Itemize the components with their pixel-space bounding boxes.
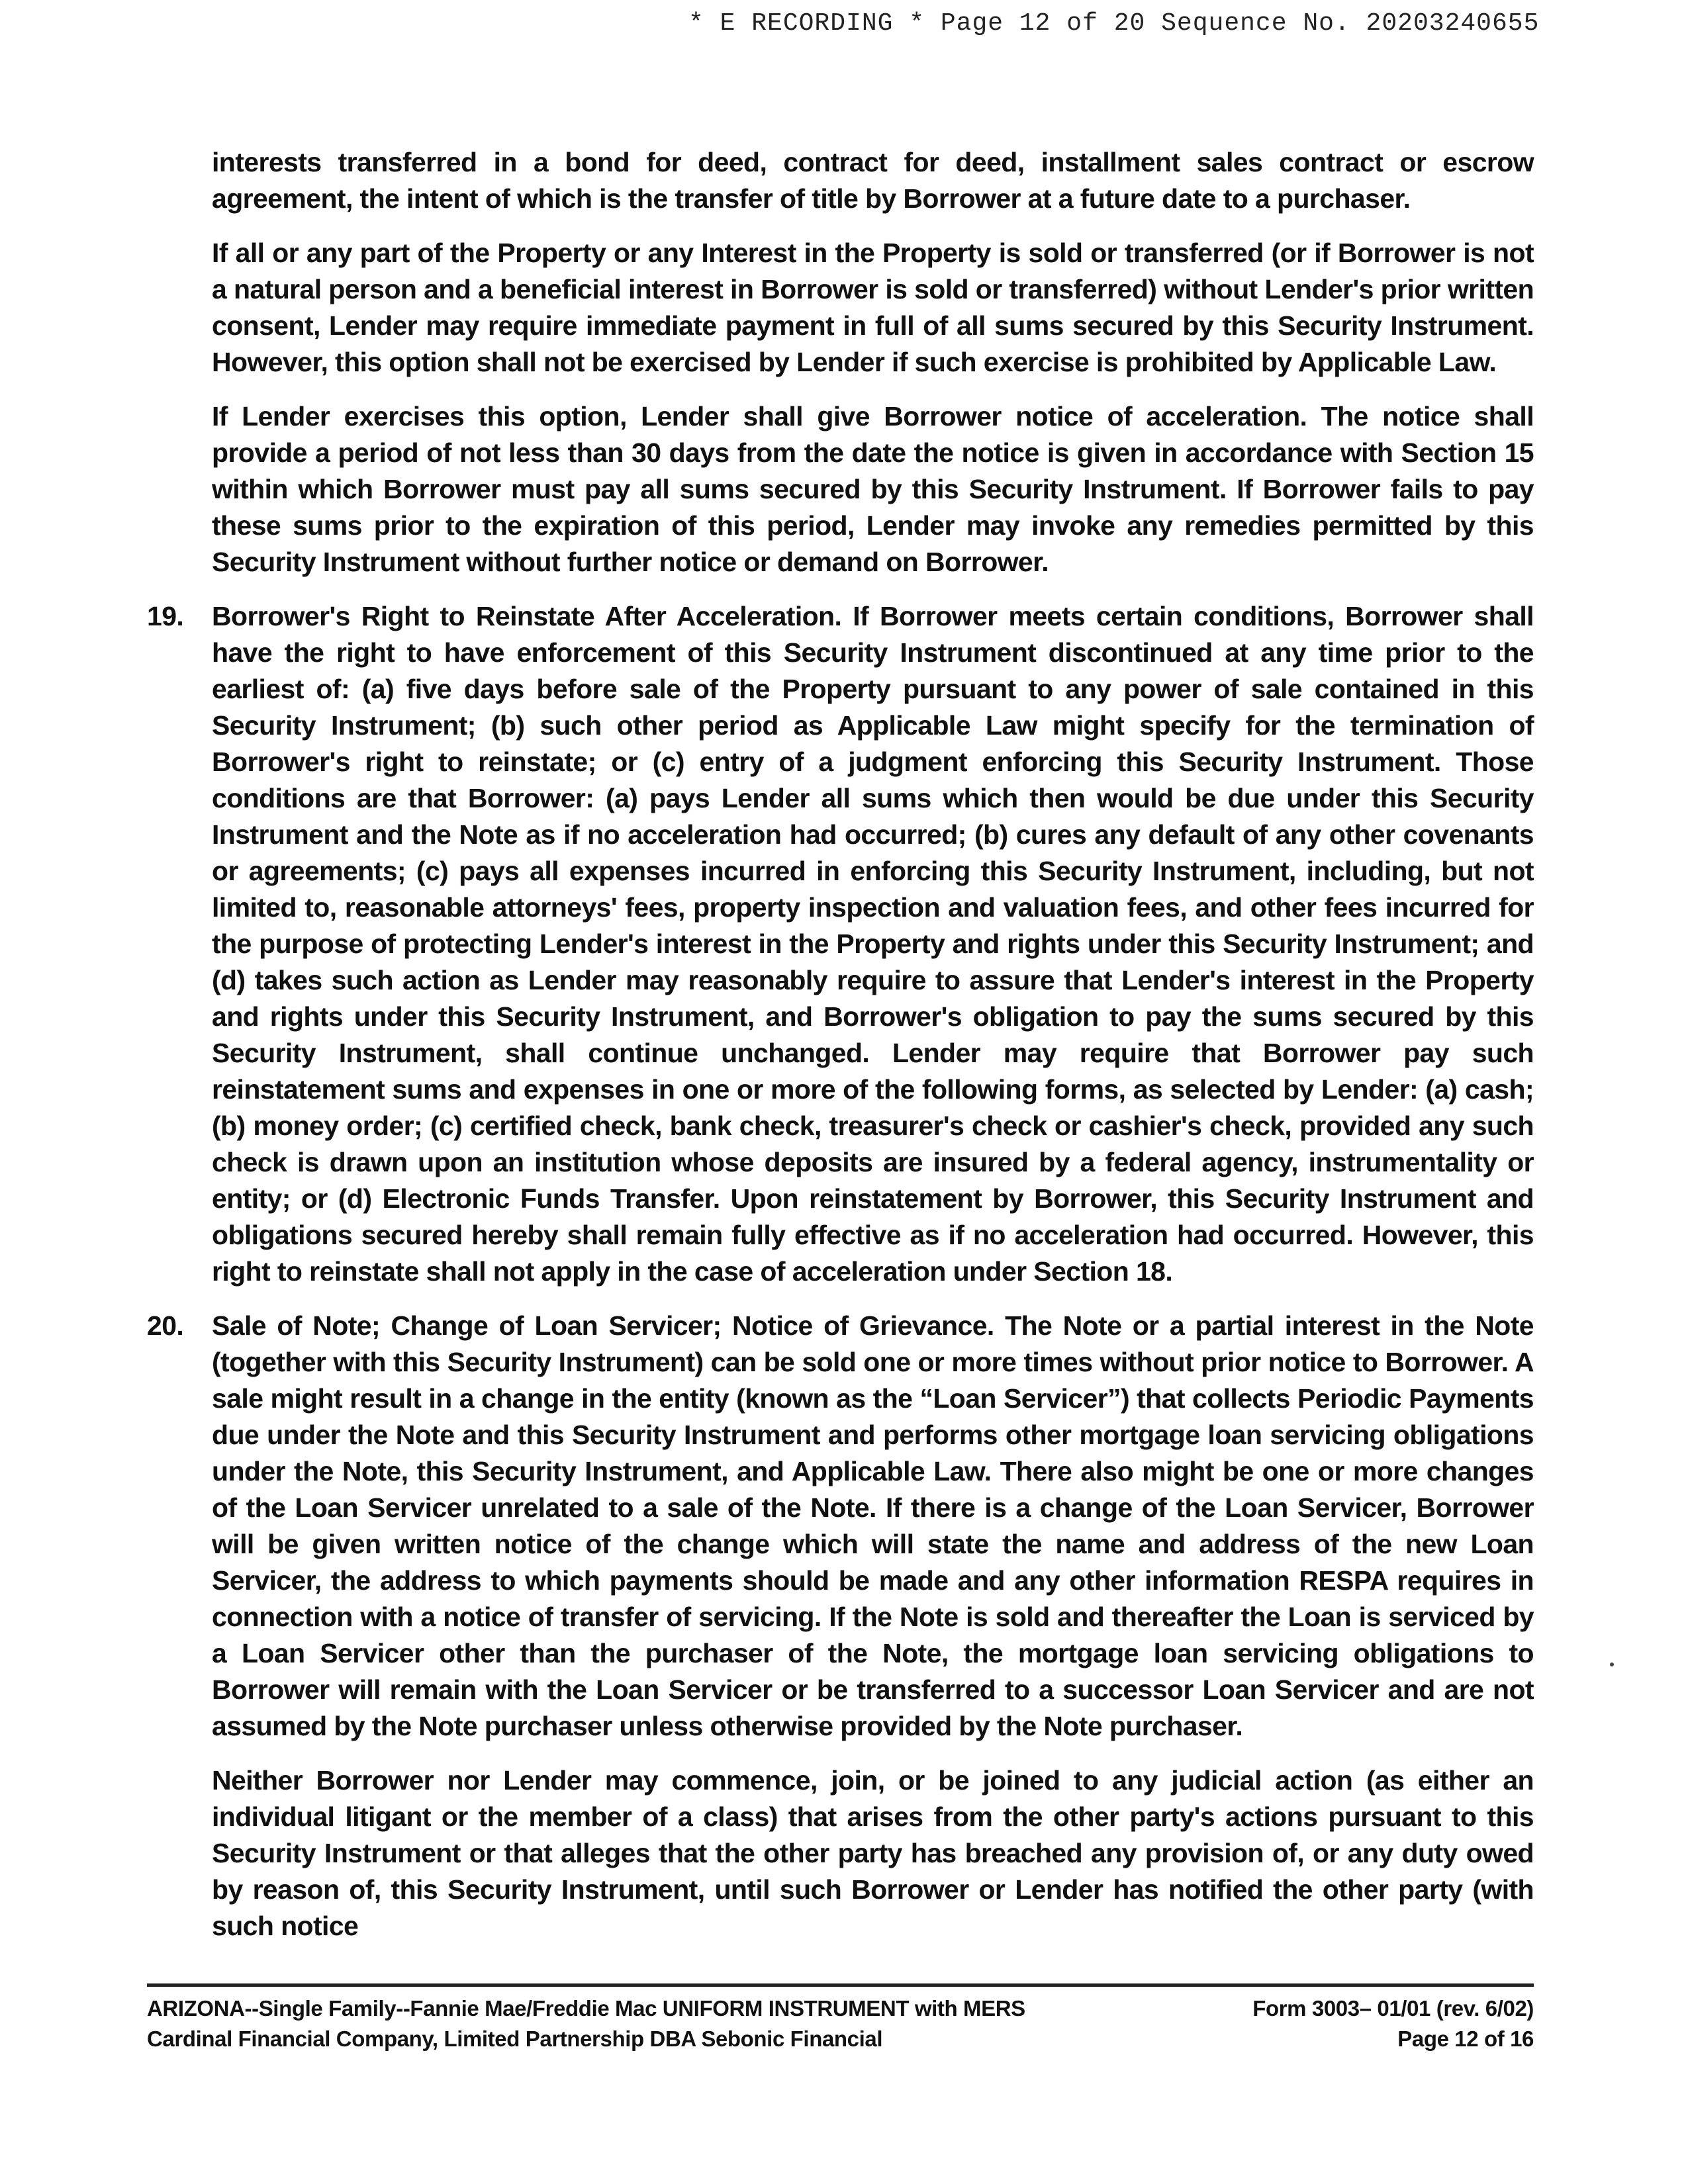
- section-20: [147, 1308, 1534, 1745]
- document-body: [147, 144, 1534, 1962]
- footer-divider: [147, 1983, 1534, 1987]
- paragraph-intro: interests transferred in a bond for deed, contract for deed, installment sales contract or escrow agreement, the intent of which is the transfer of title by Borrower at a future date to a purchaser.: [212, 147, 1534, 214]
- section-19-text: If Borrower meets certain conditions, Borrower shall have the right to have enforcement of this Security Instrument discontinued at any time prior to the earliest of: (a) five days before sale of the Property pursuant to any power of sale contained in this Security Instrument; (b) such other period as Applicable Law might specify for the termination of Borrower's right to reinstate; or (c) entry of a judgment enforcing this Security Instrument. Those conditions are that Borrower: (a) pays Lender all sums which then would be due under this Security Instrument and the Note as if no acceleration had occurred; (b) cures any default of any other covenants or agreements; (c) pays all expenses incurred in enforcing this Security Instrument, including, but not limited to, reasonable attorneys' fees, property inspection and valuation fees, and other fees incurred for the purpose of protecting Lender's interest in the Property and rights under this Security Instrument; and (d) takes such action as Lender may reasonably require to assure that Lender's interest in the Property and rights under this Security Instrument, and Borrower's obligation to pay the sums secured by this Security Instrument, shall continue unchanged. Lender may require that Borrower pay such reinstatement sums and expenses in one or more of the following forms, as selected by Lender: (a) cash; (b) money order; (c) certified check, bank check, treasurer's check or cashier's check, provided any such check is drawn upon an institution whose deposits are insured by a federal agency, instrumentality or entity; or (d) Electronic Funds Transfer. Upon reinstatement by Borrower, this Security Instrument and obligations secured hereby shall remain fully effective as if no acceleration had occurred. However, this right to reinstate shall not apply in the case of acceleration under Section 18.: [212, 601, 1534, 1287]
- footer-row-2: [147, 2024, 1534, 2054]
- footer-form-number: Form 3003– 01/01 (rev. 6/02): [1252, 1996, 1534, 2021]
- section-20-content: [212, 1308, 1534, 1745]
- recording-header: * E RECORDING * Page 12 of 20 Sequence No. 20203240655: [688, 9, 1540, 38]
- footer-form-description: ARIZONA--Single Family--Fannie Mae/Freddie Mac UNIFORM INSTRUMENT with MERS: [147, 1996, 1025, 2021]
- footer-page-number: Page 12 of 16: [1397, 2026, 1534, 2051]
- section-20-number: 20.: [147, 1310, 184, 1341]
- section-20-text: The Note or a partial interest in the Note (together with this Security Instrument) can be sold one or more times without prior notice to Borrower. A sale might result in a change in the entity (known as the “Loan Servicer”) that collects Periodic Payments due under the Note and this Security Instrument and performs other mortgage loan servicing obligations under the Note, this Security Instrument, and Applicable Law. There also might be one or more changes of the Loan Servicer unrelated to a sale of the Note. If there is a change of the Loan Servicer, Borrower will be given written notice of the change which will state the name and address of the new Loan Servicer, the address to which payments should be made and any other information RESPA requires in connection with a notice of transfer of servicing. If the Note is sold and thereafter the Loan is serviced by a Loan Servicer other than the purchaser of the Note, the mortgage loan servicing obligations to Borrower will remain with the Loan Servicer or be transferred to a successor Loan Servicer and are not assumed by the Note purchaser unless otherwise provided by the Note purchaser.: [212, 1310, 1534, 1741]
- section-20-continuation: Neither Borrower nor Lender may commence, join, or be joined to any judicial action (as either an individual litigant or the member of a class) that arises from the other party's actions pursuant to this Security Instrument or that alleges that the other party has breached any provision of, or any duty owed by reason of, this Security Instrument, until such Borrower or Lender has notified the other party (with such notice: [212, 1765, 1534, 1941]
- section-19-content: [212, 598, 1534, 1290]
- section-19: [147, 598, 1534, 1290]
- section-19-heading: Borrower's Right to Reinstate After Acceleration.: [212, 601, 842, 631]
- section-20-heading: Sale of Note; Change of Loan Servicer; Notice of Grievance.: [212, 1310, 994, 1341]
- section-19-number: 19.: [147, 601, 184, 631]
- stray-dot: [1610, 1662, 1614, 1666]
- footer-lender-name: Cardinal Financial Company, Limited Partnership DBA Sebonic Financial: [147, 2026, 883, 2051]
- page-footer: [147, 1993, 1534, 2054]
- footer-row-1: [147, 1993, 1534, 2024]
- paragraph-transfer: If all or any part of the Property or any Interest in the Property is sold or transferred (or if Borrower is not a natural person and a beneficial interest in Borrower is sold or transferred) without Lender's prior written consent, Lender may require immediate payment in full of all sums secured by this Security Instrument. However, this option shall not be exercised by Lender if such exercise is prohibited by Applicable Law.: [212, 238, 1534, 377]
- paragraph-acceleration: If Lender exercises this option, Lender shall give Borrower notice of acceleration. The notice shall provide a period of not less than 30 days from the date the notice is given in accordance with Section 15 within which Borrower must pay all sums secured by this Security Instrument. If Borrower fails to pay these sums prior to the expiration of this period, Lender may invoke any remedies permitted by this Security Instrument without further notice or demand on Borrower.: [212, 401, 1534, 577]
